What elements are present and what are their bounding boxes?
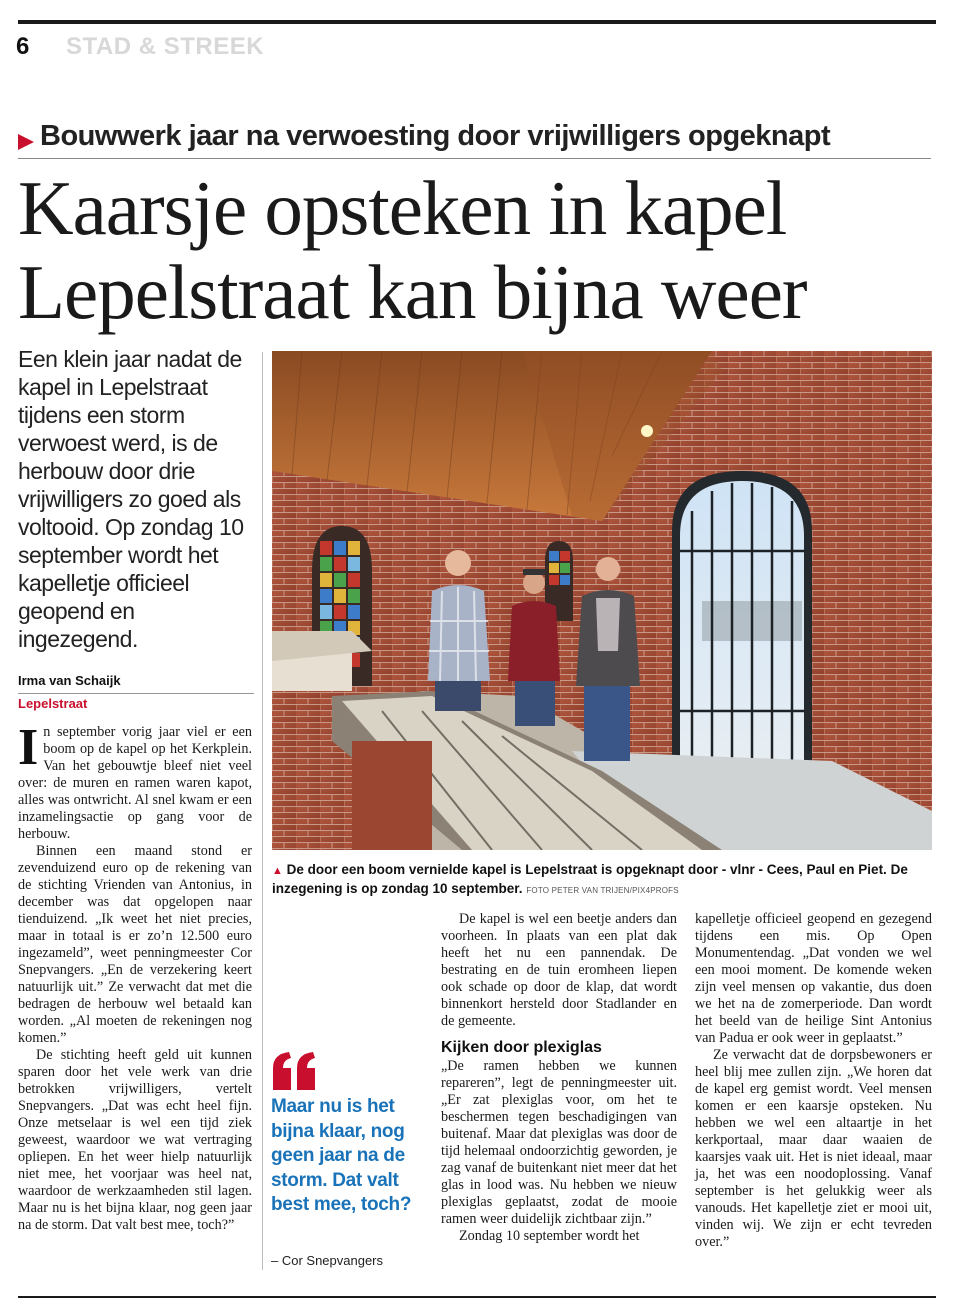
quote-mark-icon (271, 1050, 319, 1090)
subheading: Kijken door plexiglas (441, 1039, 602, 1056)
body-column-3 (695, 911, 932, 1251)
top-rule (18, 20, 936, 24)
intro: Een klein jaar nadat de kapel in Lepelstraat tijdens een storm verwoest werd, is de herbouw door drie vrijwilligers zo goed als voltooid. Op zondag 10 september wordt het kapelletje officieel geopend en ingezegend. (18, 346, 244, 652)
chapel-photo (272, 351, 932, 850)
bottom-rule (18, 1296, 936, 1298)
caption-text: De door een boom vernielde kapel is Lepelstraat is opgeknapt door - vlnr - Cees, Paul en Piet. De inzegening is op zondag 10 september. (272, 862, 908, 896)
photo-caption (272, 861, 932, 897)
pull-quote-attribution: – Cor Snepvangers (271, 1253, 384, 1268)
kicker: Bouwwerk jaar na verwoesting door vrijwilligers opgeknapt (40, 120, 831, 152)
paragraph: Binnen een maand stond er zevenduizend euro op de rekening van de stichting Vrienden van Antonius, in december was dat opgelopen naar tienduizend. „Ik weet het niet precies, maar in totaal is er zo’n 12.500 euro ingezameld”, weet penningmeester Cor Snepvangers. „En de verzekering keert natuurlijk uit.” Ze verwacht dat met die bedragen de herbouw wel betaald kan worden. „Al moeten de rekeningen nog komen.” (18, 843, 252, 1046)
paragraph: De stichting heeft geld uit kunnen sparen door het vele werk van drie betrokken vrijwilligers, vertelt Snepvangers. „Dat was echt heel fijn. Onze metselaar is wel een tijd ziek geweest, waardoor we wat vertraging opliepen. En het weer hielp natuurlijk niet mee, het voorjaar was heel nat, waardoor de werkzaamheden stil lagen. Maar nu is het bijna klaar, nog geen jaar na de storm. Dat valt best mee, toch?” (18, 1047, 252, 1233)
headline-line-1: Kaarsje opsteken in kapel (18, 165, 787, 251)
headline-line-2: Lepelstraat kan bijna weer (18, 249, 807, 335)
drop-cap: I (18, 719, 39, 776)
body-column-2 (441, 911, 677, 1245)
section-title: STAD & STREEK (66, 33, 265, 60)
paragraph: Ze verwacht dat de dorpsbewoners er heel blij mee zullen zijn. „We horen dat de kapel erg gemist wordt. Veel mensen komen er een kaarsje opsteken. Nu hebben we wel een altaartje in het kerkportaal, maar daar waaien de kaarsjes vaak uit. Het is niet ideaal, maar ja, het was een noodoplossing. Vanaf september is het gelukkig weer als vanouds. Het kapelletje ziet er mooi uit, vinden wij. We zijn er echt tevreden over.” (695, 1047, 932, 1250)
paragraph: „De ramen hebben we kunnen repareren”, legt de penningmeester uit. „Er zat plexiglas voor, om het te beschermen tegen beschadigingen van buitenaf. Maar dat plexiglas was door de tijd helemaal ondoorzichtig geworden, je zag vanaf de buitenkant niet meer dat het glas in lood was. Nu hebben we nieuw plexiglas geplaatst, zodat de mooie ramen weer duidelijk zichtbaar zijn.” (441, 1058, 677, 1227)
page-number: 6 (16, 33, 30, 60)
red-triangle-icon: ▲ (272, 865, 283, 877)
headline (18, 166, 938, 334)
column-divider (262, 352, 263, 1270)
paragraph: De kapel is wel een beetje anders dan voorheen. In plaats van een plat dak heeft het nu een pannendak. De bestrating en de tuin eromheen liepen ook schade op door de klap, dat wordt binnenkort hersteld door Stadlander en de gemeente. (441, 911, 677, 1029)
photo-credit: FOTO PETER VAN TRIJEN/PIX4PROFS (526, 886, 679, 895)
author-byline: Irma van Schaijk (18, 673, 121, 688)
paragraph: kapelletje officieel geopend en gezegend tijdens een mis. Op Open Monumentendag. „Dat vonden we wel een mooi moment. De komende weken zijn veel mensen op vakantie, dus doen we het na de zomerperiode. Dan wordt het beeld van de heilige Sint Antonius van Padua er ook weer in geplaatst.” (695, 911, 932, 1046)
dateline-location: Lepelstraat (18, 696, 88, 711)
kicker-rule (18, 158, 931, 159)
pull-quote: Maar nu is het bijna klaar, nog geen jaar na de storm. Dat valt best mee, toch? (271, 1096, 412, 1215)
paragraph: In september vorig jaar viel er een boom op de kapel op het Kerkplein. Van het gebouwtje bleef niet veel over: de muren en ramen waren kapot, alles was ontwricht. Al snel kwam er een inzamelingsactie op gang voor de herbouw. (18, 719, 252, 842)
paragraph: Zondag 10 september wordt het (459, 1228, 640, 1244)
red-triangle-icon (18, 134, 34, 150)
byline-rule (18, 693, 254, 694)
body-column-1 (18, 719, 252, 1234)
chapel-interior-image (272, 351, 932, 850)
